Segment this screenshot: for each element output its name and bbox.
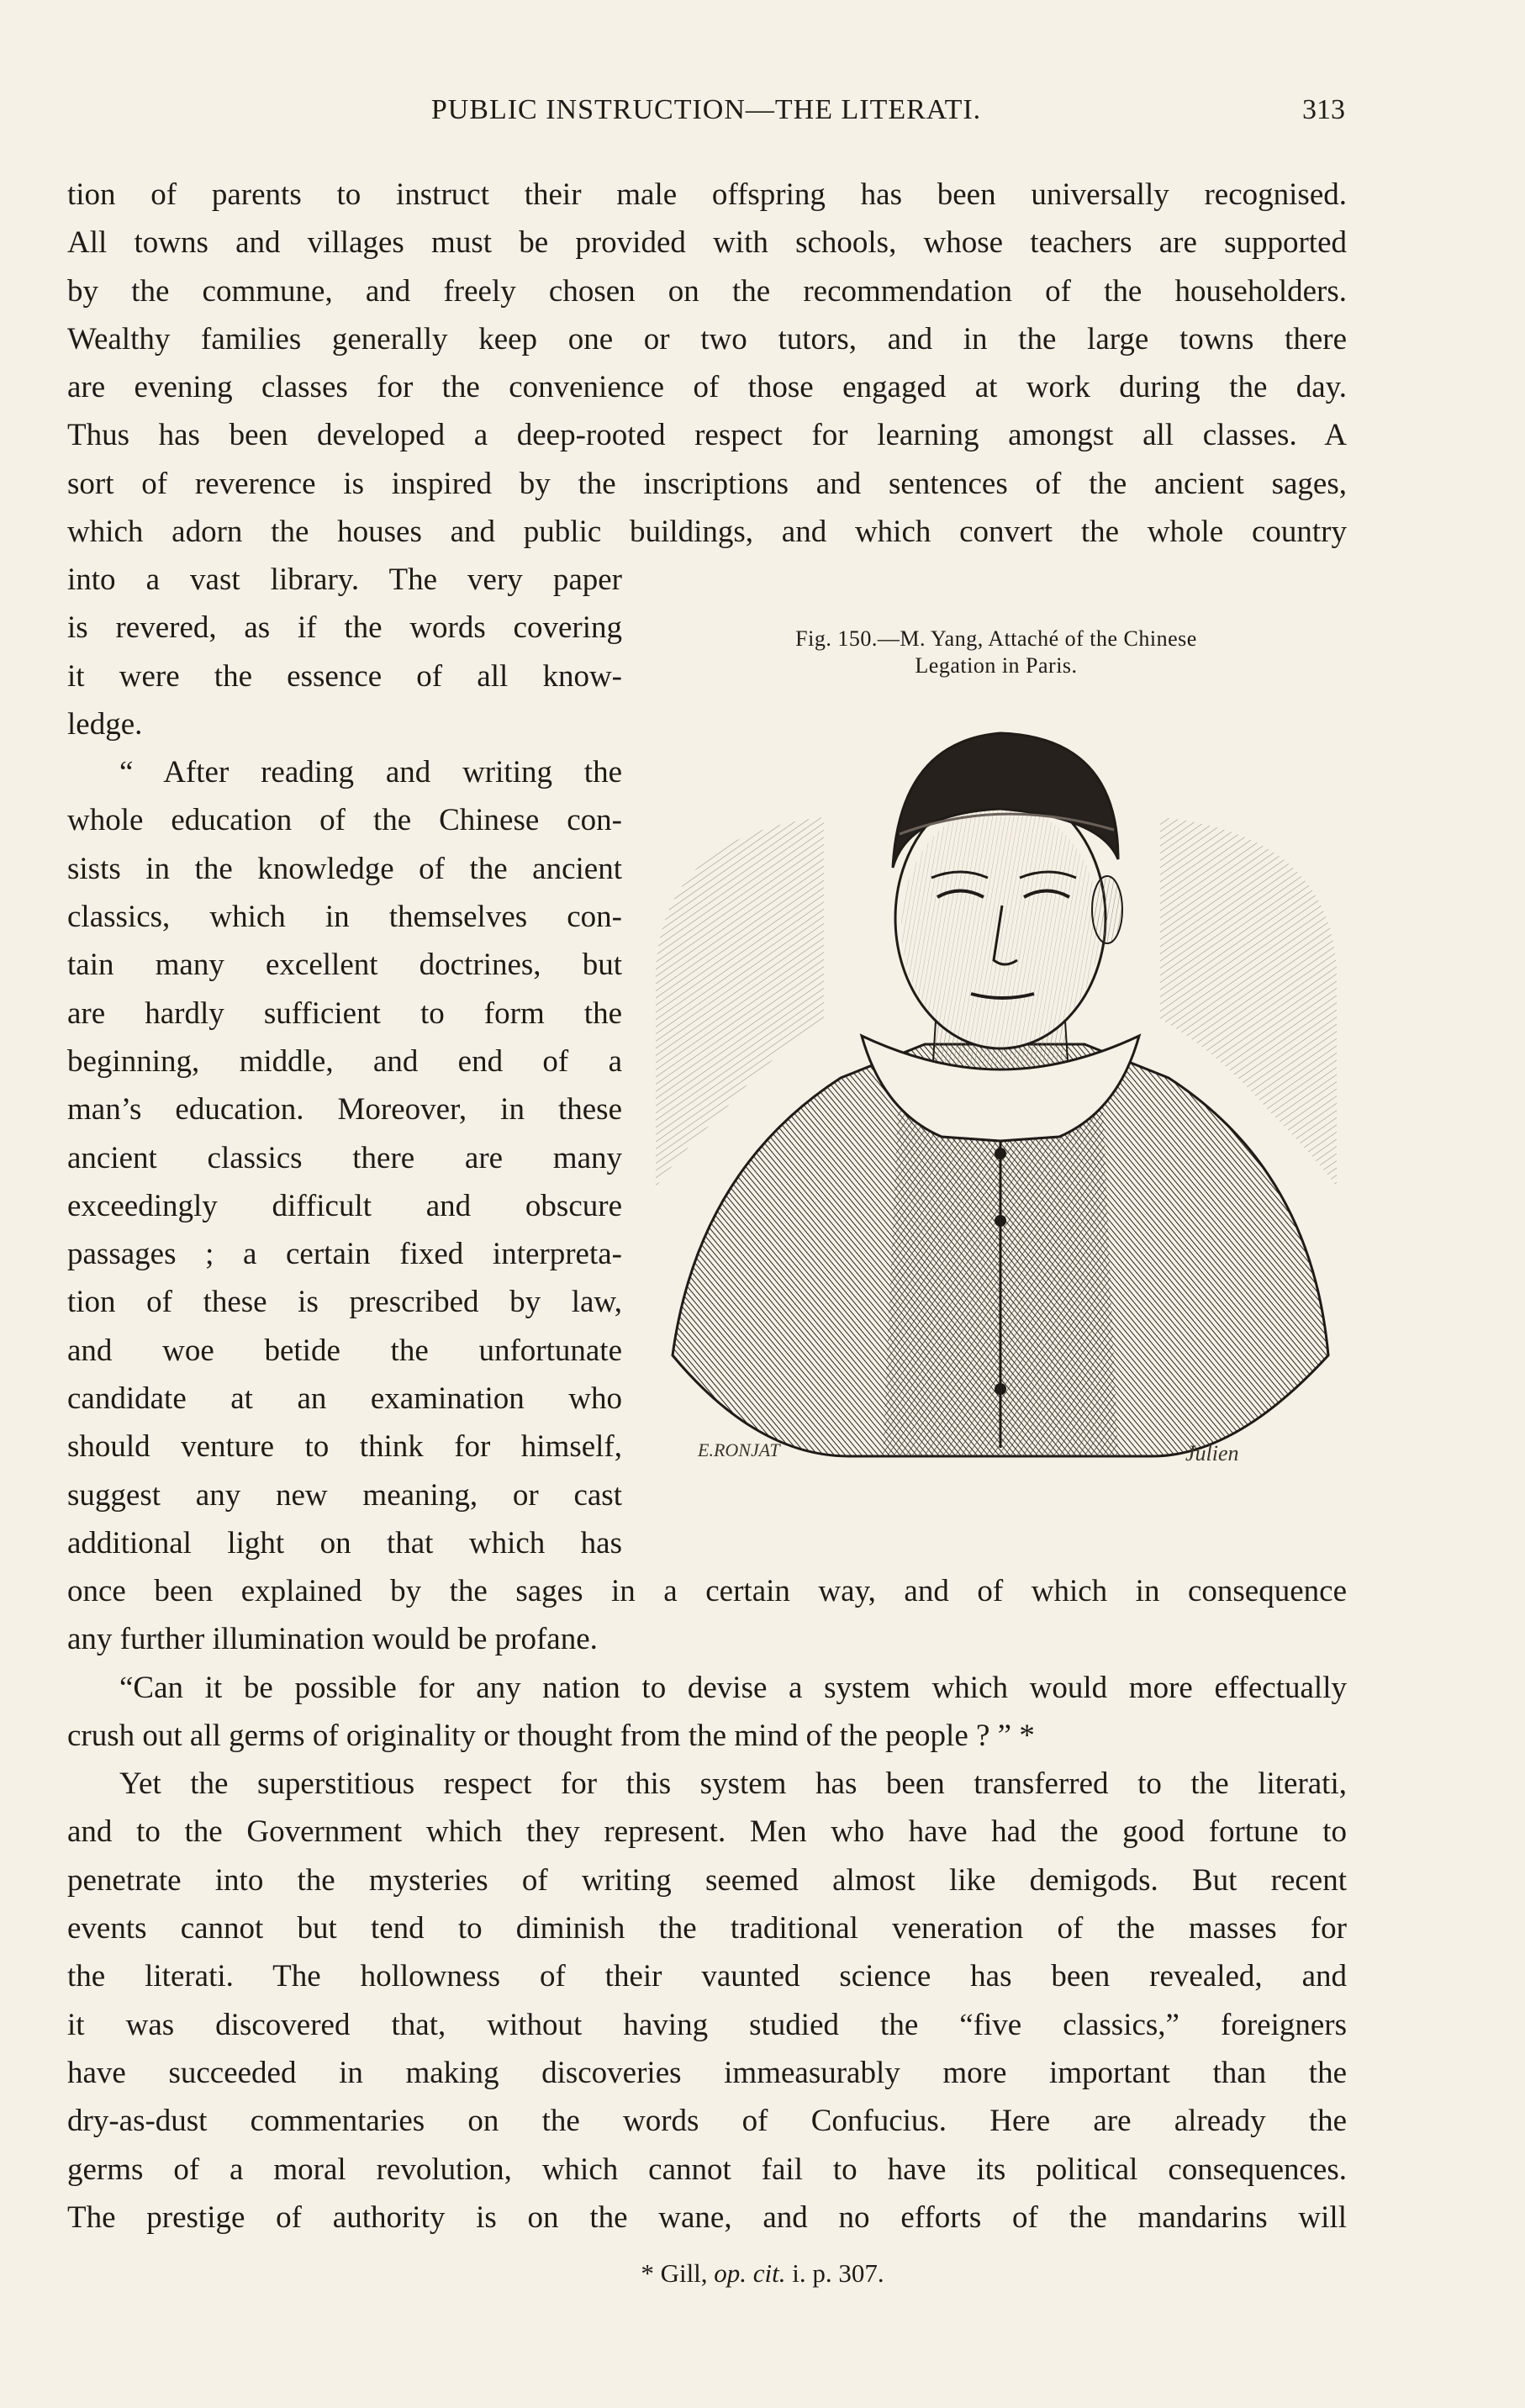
figure-150	[647, 626, 1345, 1513]
text-line: which adorn the houses and public buildings, and which convert the whole country	[67, 515, 1347, 550]
text-line: tain many excellent doctrines, but	[67, 948, 622, 983]
text-line: whole education of the Chinese con-	[67, 803, 622, 838]
text-line: Thus has been developed a deep-rooted respect for learning amongst all classes. A	[67, 418, 1347, 453]
body-bottom-paragraphs	[67, 1567, 1347, 2242]
footnote-marker: *	[641, 2258, 654, 2288]
text-line: “ After reading and writing the	[119, 755, 622, 790]
running-header	[67, 94, 1345, 141]
text-line: into a vast library. The very paper	[67, 562, 622, 597]
text-line: candidate at an examination who	[67, 1381, 622, 1417]
footnote	[0, 2258, 1525, 2289]
text-line: crush out all germs of originality or thought from the mind of the people ? ” *	[67, 1718, 1035, 1753]
text-line: once been explained by the sages in a certain way, and of which in consequence	[67, 1574, 1347, 1608]
text-line: beginning, middle, and end of a	[67, 1043, 622, 1079]
engraver-signature: E.RONJAT	[698, 1439, 780, 1460]
artist-signature: Julien	[1185, 1441, 1239, 1465]
text-line: suggest any new meaning, or cast	[67, 1477, 622, 1513]
text-line: have succeeded in making discoveries immeasurably more important than the	[67, 2055, 1347, 2090]
text-line: ancient classics there are many	[67, 1140, 622, 1175]
text-line: ledge.	[67, 706, 143, 742]
text-line: sort of reverence is inspired by the inscriptions and sentences of the ancient sages,	[67, 466, 1347, 501]
text-line: any further illumination would be profane.	[67, 1622, 598, 1657]
footnote-italic: op. cit.	[714, 2258, 786, 2288]
body-top-paragraph	[67, 171, 1347, 556]
header-title: PUBLIC INSTRUCTION—THE LITERATI.	[430, 94, 982, 125]
text-line: sists in the knowledge of the ancient	[67, 851, 622, 886]
text-line: passages ; a certain fixed interpreta-	[67, 1237, 622, 1272]
ear	[1092, 876, 1122, 943]
text-line: is revered, as if the words covering	[67, 610, 622, 646]
text-line: by the commune, and freely chosen on the recommendation of the householders.	[67, 273, 1347, 309]
text-line: the literati. The hollowness of their vaunted science has been revealed, and	[67, 1959, 1347, 1994]
portrait-engraving	[647, 716, 1345, 1490]
text-line: are hardly sufficient to form the	[67, 995, 622, 1031]
text-line: tion of these is prescribed by law,	[67, 1285, 622, 1320]
caption-line-1: Fig. 150.—M. Yang, Attaché of the Chinese	[795, 626, 1197, 651]
text-line: classics, which in themselves con-	[67, 900, 622, 935]
text-line: Yet the superstitious respect for this system has been transferred to the literati,	[119, 1766, 1347, 1802]
text-line: penetrate into the mysteries of writing seemed almost like demigods. But recent	[67, 1862, 1347, 1898]
text-line: All towns and villages must be provided with schools, whose teachers are supported	[67, 225, 1347, 261]
text-line: Wealthy families generally keep one or two tutors, and in the large towns there	[67, 321, 1347, 356]
text-line: The prestige of authority is on the wane, and no efforts of the mandarins will	[67, 2199, 1347, 2235]
text-line: dry-as-dust commentaries on the words of Confucius. Here are already the	[67, 2104, 1347, 2139]
text-line: it were the essence of all know-	[67, 658, 622, 694]
text-line: germs of a moral revolution, which cannot fail to have its political consequences.	[67, 2152, 1347, 2187]
text-line: events cannot but tend to diminish the traditional veneration of the masses for	[67, 1911, 1347, 1946]
body-left-column	[67, 556, 622, 1567]
face-shading	[901, 805, 1100, 1048]
text-line: “Can it be possible for any nation to devise a system which would more effectually	[119, 1670, 1347, 1705]
caption-line-2: Legation in Paris.	[915, 653, 1078, 678]
text-line: man’s education. Moreover, in these	[67, 1092, 622, 1127]
figure-caption	[647, 626, 1345, 679]
footnote-ref: i. p. 307.	[792, 2258, 884, 2288]
text-line: it was discovered that, without having studied the “five classics,” foreigners	[67, 2007, 1347, 2042]
text-line: tion of parents to instruct their male offspring has been universally recognised.	[67, 177, 1347, 212]
text-line: should venture to think for himself,	[67, 1429, 622, 1465]
page-number: 313	[1302, 94, 1345, 125]
text-line: exceedingly difficult and obscure	[67, 1188, 622, 1223]
text-line: and woe betide the unfortunate	[67, 1333, 622, 1368]
footnote-author: Gill,	[660, 2258, 708, 2288]
text-line: are evening classes for the convenience of those engaged at work during the day.	[67, 370, 1347, 405]
text-line: additional light on that which has	[67, 1525, 622, 1560]
text-line: and to the Government which they represent. Men who have had the good fortune to	[67, 1814, 1347, 1850]
